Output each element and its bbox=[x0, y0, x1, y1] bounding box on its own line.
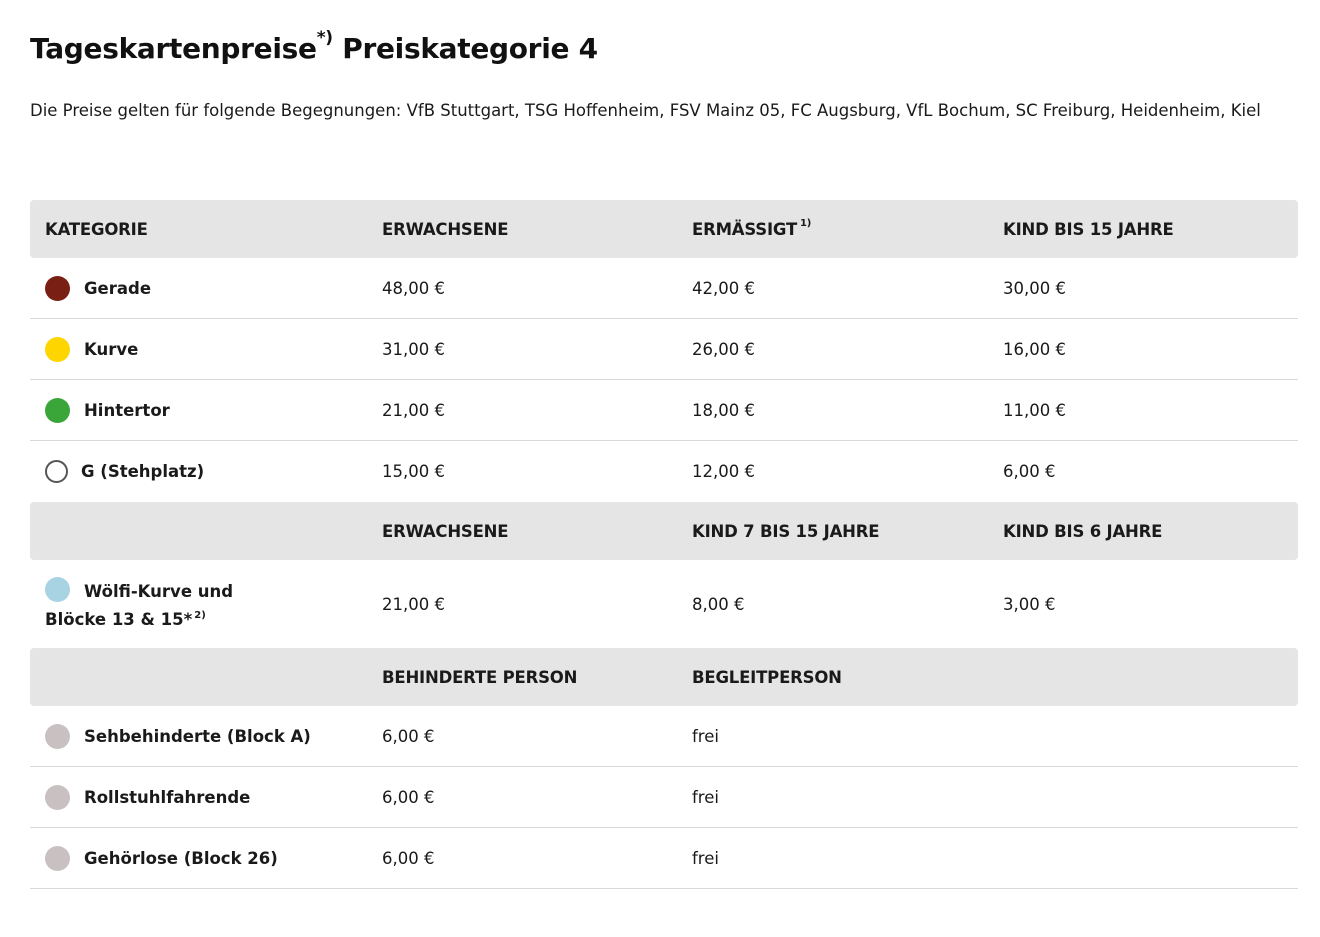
price-disabled: 6,00 € bbox=[382, 787, 435, 807]
price-child-7-15: 8,00 € bbox=[692, 594, 745, 614]
table-header-row bbox=[30, 502, 1298, 560]
price-reduced: 42,00 € bbox=[692, 278, 755, 298]
price-reduced: 26,00 € bbox=[692, 339, 755, 359]
price-companion: frei bbox=[692, 726, 719, 746]
category-color-dot bbox=[45, 846, 70, 871]
price-adult: 21,00 € bbox=[382, 400, 445, 420]
table-header-row bbox=[30, 648, 1298, 706]
table-row bbox=[30, 441, 1298, 502]
category-name: G (Stehplatz) bbox=[81, 462, 205, 481]
category-name-line1: Wölfi-Kurve und bbox=[84, 581, 234, 601]
category-cell bbox=[45, 828, 278, 888]
price-adult: 48,00 € bbox=[382, 278, 445, 298]
price-child: 6,00 € bbox=[1003, 462, 1056, 481]
table-header-row bbox=[30, 200, 1298, 258]
category-color-dot bbox=[45, 577, 70, 602]
category-name: Hintertor bbox=[84, 400, 170, 420]
price-disabled: 6,00 € bbox=[382, 726, 435, 746]
category-name: Gehörlose (Block 26) bbox=[84, 848, 278, 868]
category-color-dot bbox=[45, 724, 70, 749]
category-cell bbox=[45, 441, 204, 502]
table-row bbox=[30, 706, 1298, 767]
category-color-dot bbox=[45, 460, 68, 483]
category-color-dot bbox=[45, 398, 70, 423]
price-companion: frei bbox=[692, 787, 719, 807]
table-row bbox=[30, 767, 1298, 828]
price-reduced: 18,00 € bbox=[692, 400, 755, 420]
category-cell bbox=[45, 380, 170, 440]
header-adults: ERWACHSENE bbox=[382, 521, 509, 541]
price-child: 16,00 € bbox=[1003, 339, 1066, 359]
category-cell bbox=[45, 706, 311, 766]
table-row bbox=[30, 560, 1298, 648]
category-name: Kurve bbox=[84, 339, 139, 359]
header-child-15: KIND BIS 15 JAHRE bbox=[1003, 219, 1174, 239]
price-reduced: 12,00 € bbox=[692, 462, 755, 481]
header-reduced-footnote: 1) bbox=[800, 217, 812, 229]
category-name: Sehbehinderte (Block A) bbox=[84, 726, 311, 746]
title-footnote-marker: *) bbox=[316, 28, 333, 48]
page-title-rest: Preiskategorie 4 bbox=[332, 32, 598, 65]
header-disabled-person: BEHINDERTE PERSON bbox=[382, 667, 578, 687]
category-cell bbox=[45, 319, 138, 379]
header-category: KATEGORIE bbox=[45, 219, 148, 239]
price-child: 30,00 € bbox=[1003, 278, 1066, 298]
price-table bbox=[30, 200, 1298, 889]
category-name: Rollstuhlfahrende bbox=[84, 787, 251, 807]
page-title bbox=[30, 28, 598, 65]
header-reduced bbox=[692, 200, 811, 258]
header-reduced-label: ERMÄSSIGT bbox=[692, 219, 798, 239]
price-child-6: 3,00 € bbox=[1003, 594, 1056, 614]
header-child-7-15: KIND 7 BIS 15 JAHRE bbox=[692, 521, 880, 541]
category-cell bbox=[45, 258, 151, 318]
category-cell bbox=[45, 560, 345, 648]
category-color-dot bbox=[45, 337, 70, 362]
category-name: Gerade bbox=[84, 278, 152, 298]
category-name-line2: Blöcke 13 & 15* bbox=[45, 609, 193, 629]
table-row bbox=[30, 319, 1298, 380]
header-adults: ERWACHSENE bbox=[382, 219, 509, 239]
header-child-6: KIND BIS 6 JAHRE bbox=[1003, 521, 1163, 541]
price-adult: 15,00 € bbox=[382, 462, 445, 481]
price-companion: frei bbox=[692, 848, 719, 868]
category-cell bbox=[45, 767, 250, 827]
category-footnote: 2) bbox=[194, 609, 206, 621]
category-color-dot bbox=[45, 276, 70, 301]
page-title-main: Tageskartenpreise bbox=[30, 32, 317, 65]
table-row bbox=[30, 380, 1298, 441]
price-disabled: 6,00 € bbox=[382, 848, 435, 868]
price-adult: 21,00 € bbox=[382, 594, 445, 614]
price-child: 11,00 € bbox=[1003, 400, 1066, 420]
category-color-dot bbox=[45, 785, 70, 810]
table-row bbox=[30, 258, 1298, 319]
header-companion: BEGLEITPERSON bbox=[692, 667, 842, 687]
price-scope-description: Die Preise gelten für folgende Begegnungen: VfB Stuttgart, TSG Hoffenheim, FSV Mainz 05, FC Augsburg, VfL Bochum, SC Freiburg, Heidenheim, Kiel bbox=[30, 101, 1261, 120]
price-adult: 31,00 € bbox=[382, 339, 445, 359]
table-row bbox=[30, 828, 1298, 889]
